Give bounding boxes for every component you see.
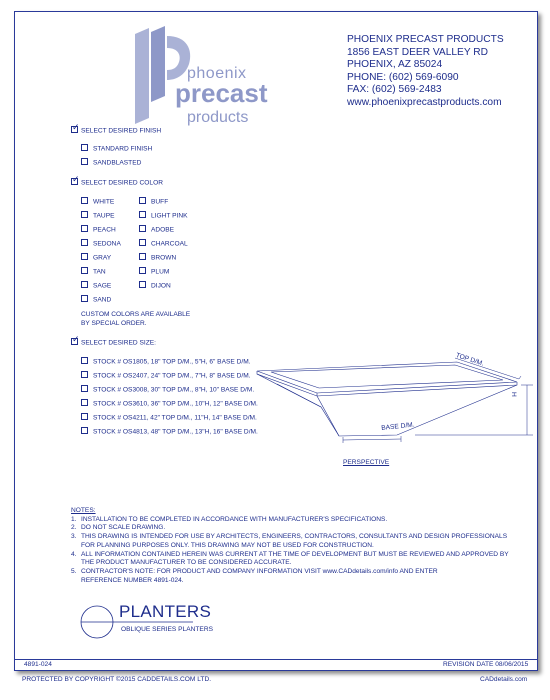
finish-heading-checkbox[interactable]: ✓ xyxy=(72,122,80,132)
color-option-white[interactable] xyxy=(81,198,114,206)
checkbox[interactable] xyxy=(81,281,88,288)
checkbox[interactable] xyxy=(81,295,88,302)
option-label: STOCK # OS1805, 18" TOP D/M., 5"H, 6" BASE D/M. xyxy=(93,358,251,366)
checkbox[interactable] xyxy=(139,211,146,218)
checkbox[interactable] xyxy=(139,253,146,260)
perspective-caption: PERSPECTIVE xyxy=(343,459,390,466)
height-label: H xyxy=(510,392,517,397)
option-label: GRAY xyxy=(93,254,112,262)
option-label: DIJON xyxy=(151,282,171,290)
note-number: 5. xyxy=(71,567,77,575)
custom-colors-note-line1: CUSTOM COLORS ARE AVAILABLE xyxy=(81,311,191,318)
reference-number: 4891-024 xyxy=(24,661,52,668)
caddetails-brand[interactable]: CADdetails.com xyxy=(480,676,528,683)
note-text: CONTRACTOR'S NOTE: FOR PRODUCT AND COMPANY INFORMATION VISIT www.CADdetails.com/info AND ENTER xyxy=(81,567,438,575)
finish-heading-label: SELECT DESIRED FINISH xyxy=(81,127,162,135)
note-item xyxy=(71,551,509,560)
note-item xyxy=(71,524,509,533)
size-heading[interactable] xyxy=(71,334,156,347)
color-option-buff[interactable] xyxy=(139,198,168,206)
option-label: STANDARD FINISH xyxy=(93,145,153,153)
note-text-continued: FOR PLANNING PURPOSES ONLY. THIS DRAWING MAY NOT BE USED FOR CONSTRUCTION. xyxy=(81,541,374,549)
note-text: THIS DRAWING IS INTENDED FOR USE BY ARCHITECTS, ENGINEERS, CONTRACTORS, CONSULTANTS AND DESIGN PROFESSIONALS xyxy=(81,533,508,541)
option-label: WHITE xyxy=(93,198,115,206)
note-item xyxy=(71,533,509,542)
checkbox[interactable] xyxy=(139,239,146,246)
finish-option-sandblasted[interactable] xyxy=(81,159,141,167)
color-option-adobe[interactable] xyxy=(139,226,174,234)
color-option-dijon[interactable] xyxy=(139,282,171,290)
checkbox[interactable] xyxy=(81,253,88,260)
checkbox[interactable] xyxy=(81,158,88,165)
note-text: ALL INFORMATION CONTAINED HEREIN WAS CURRENT AT THE TIME OF DEVELOPMENT BUT MUST BE REVIEWED AND APPROVED BY xyxy=(81,550,509,558)
option-label: PLUM xyxy=(151,268,170,276)
note-number: 1. xyxy=(71,515,77,523)
option-label: LIGHT PINK xyxy=(151,212,188,220)
color-option-light-pink[interactable] xyxy=(139,212,188,220)
drawing-subtitle: OBLIQUE SERIES PLANTERS xyxy=(121,626,213,633)
revision-date: REVISION DATE 08/06/2015 xyxy=(443,661,529,668)
note-text: DO NOT SCALE DRAWING. xyxy=(81,524,166,532)
option-label: SANDBLASTED xyxy=(93,159,142,167)
option-label: STOCK # OS4211, 42" TOP D/M., 11"H, 14" BASE D/M. xyxy=(93,414,257,422)
logo-word-products: products xyxy=(187,109,249,126)
option-label: SAGE xyxy=(93,282,112,290)
note-number: 2. xyxy=(71,524,77,532)
checkbox[interactable] xyxy=(81,385,88,392)
option-label: STOCK # OS2407, 24" TOP D/M., 7"H, 8" BASE D/M. xyxy=(93,372,251,380)
color-option-charcoal[interactable] xyxy=(139,240,188,248)
custom-colors-note-line2: BY SPECIAL ORDER. xyxy=(81,320,147,327)
company-website[interactable]: www.phoenixprecastproducts.com xyxy=(347,96,502,108)
size-option-os3610[interactable] xyxy=(81,400,258,408)
phoenix-logo-mark xyxy=(127,26,195,126)
checkbox[interactable] xyxy=(81,239,88,246)
checkbox[interactable] xyxy=(81,427,88,434)
note-item xyxy=(71,568,509,577)
finish-option-standard[interactable] xyxy=(81,145,152,153)
color-option-sand[interactable] xyxy=(81,296,111,304)
base-dim-label: BASE D/M. xyxy=(381,421,415,432)
copyright-text: PROTECTED BY COPYRIGHT ©2015 CADDETAILS.COM LTD. xyxy=(22,676,212,683)
color-heading[interactable] xyxy=(71,174,163,187)
option-label: SAND xyxy=(93,296,112,304)
finish-heading[interactable] xyxy=(71,122,162,135)
drawing-sheet xyxy=(14,11,538,671)
company-phone: PHONE: (602) 569-6090 xyxy=(347,71,459,83)
logo-word-phoenix: phoenix xyxy=(187,65,247,82)
checkbox[interactable] xyxy=(139,267,146,274)
size-option-os4813[interactable] xyxy=(81,428,258,436)
top-dim-label: TOP D/M. xyxy=(454,352,485,368)
size-heading-checkbox[interactable]: ✓ xyxy=(72,334,80,344)
size-option-os2407[interactable] xyxy=(81,372,251,380)
checkbox[interactable] xyxy=(81,413,88,420)
checkbox[interactable] xyxy=(81,399,88,406)
notes-heading: NOTES: xyxy=(71,507,96,514)
note-number: 4. xyxy=(71,550,77,558)
option-label: SEDONA xyxy=(93,240,121,248)
option-label: TAUPE xyxy=(93,212,115,220)
size-heading-label: SELECT DESIRED SIZE: xyxy=(81,339,156,347)
color-option-sedona[interactable] xyxy=(81,240,121,248)
size-option-os3008[interactable] xyxy=(81,386,254,394)
checkbox[interactable] xyxy=(81,267,88,274)
option-label: PEACH xyxy=(93,226,116,234)
size-option-os1805[interactable] xyxy=(81,358,251,366)
color-option-taupe[interactable] xyxy=(81,212,115,220)
company-city: PHOENIX, AZ 85024 xyxy=(347,59,443,71)
checkbox[interactable] xyxy=(81,357,88,364)
option-label: STOCK # OS3610, 36" TOP D/M., 10"H, 12" BASE D/M. xyxy=(93,400,258,408)
checkbox[interactable] xyxy=(81,144,88,151)
checkbox[interactable] xyxy=(81,371,88,378)
checkbox[interactable] xyxy=(139,281,146,288)
checkbox[interactable] xyxy=(81,225,88,232)
drawing-title: PLANTERS xyxy=(119,602,212,621)
checkbox[interactable] xyxy=(139,225,146,232)
company-fax: FAX: (602) 569-2483 xyxy=(347,84,442,96)
company-address: 1856 EAST DEER VALLEY RD xyxy=(347,46,488,58)
size-option-os4211[interactable] xyxy=(81,414,257,422)
note-text-continued: REFERENCE NUMBER 4891-024. xyxy=(81,576,184,584)
option-label: STOCK # OS3008, 30" TOP D/M., 8"H, 10" BASE D/M. xyxy=(93,386,255,394)
color-option-sage[interactable] xyxy=(81,282,111,290)
checkbox[interactable] xyxy=(81,211,88,218)
footer-divider xyxy=(15,659,537,660)
color-heading-label: SELECT DESIRED COLOR xyxy=(81,179,163,187)
option-label: ADOBE xyxy=(151,226,175,234)
color-option-plum[interactable] xyxy=(139,268,169,276)
checkbox[interactable] xyxy=(139,197,146,204)
option-label: BROWN xyxy=(151,254,177,262)
company-info xyxy=(347,34,504,110)
note-text: INSTALLATION TO BE COMPLETED IN ACCORDANCE WITH MANUFACTURER'S SPECIFICATIONS. xyxy=(81,515,388,523)
checkbox[interactable] xyxy=(81,197,88,204)
company-name: PHOENIX PRECAST PRODUCTS xyxy=(347,34,504,45)
color-option-brown[interactable] xyxy=(139,254,176,262)
color-option-gray[interactable] xyxy=(81,254,111,262)
option-label: TAN xyxy=(93,268,106,276)
note-item xyxy=(71,516,509,525)
planter-perspective-drawing xyxy=(255,348,535,448)
option-label: BUFF xyxy=(151,198,169,206)
color-heading-checkbox[interactable]: ✓ xyxy=(72,174,80,184)
note-number: 3. xyxy=(71,533,77,541)
logo-word-precast: precast xyxy=(175,78,268,108)
note-text-continued: THE PRODUCT MANUFACTURER TO BE CONSIDERED ACCURATE. xyxy=(81,559,292,567)
option-label: CHARCOAL xyxy=(151,240,188,248)
color-option-peach[interactable] xyxy=(81,226,116,234)
color-option-tan[interactable] xyxy=(81,268,106,276)
option-label: STOCK # OS4813, 48" TOP D/M., 13"H, 16" BASE D/M. xyxy=(93,428,258,436)
notes-block xyxy=(71,507,509,585)
